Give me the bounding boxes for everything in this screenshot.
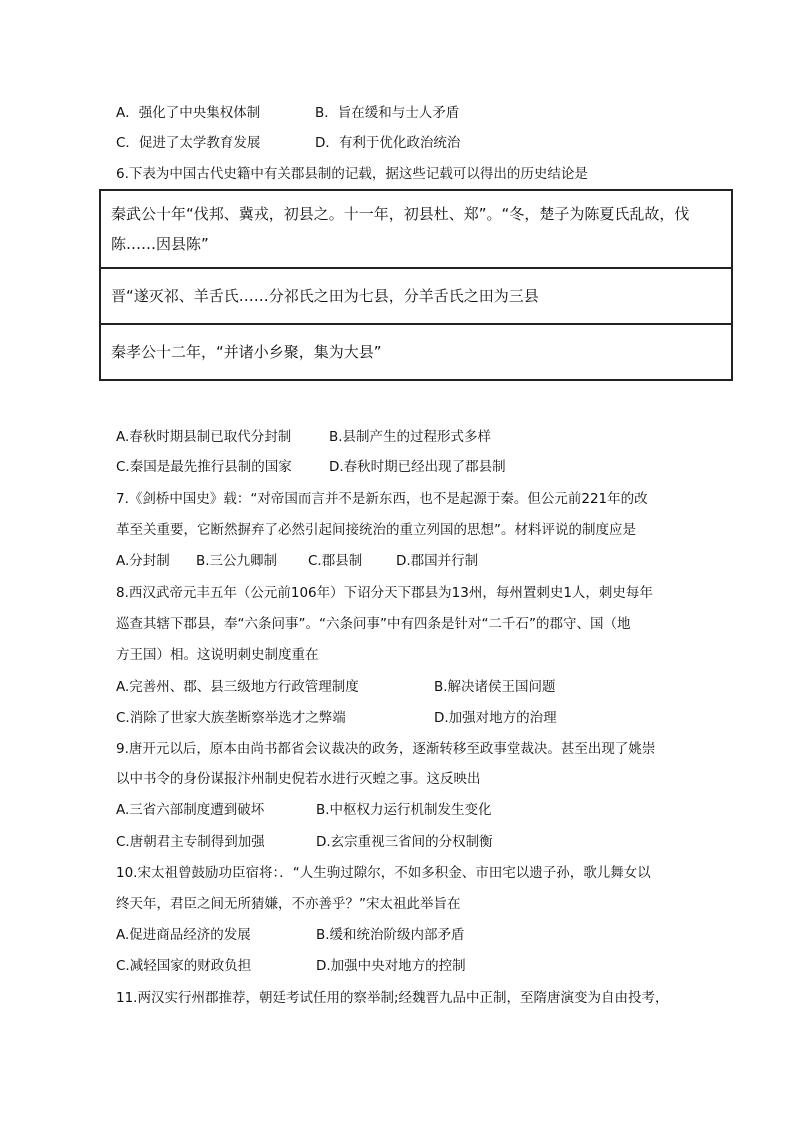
q5-option-d: D．有利于优化政治统治 bbox=[315, 135, 461, 151]
q9-stem-line2: 以中书令的身份谋报汴州制史倪若水进行灭蝗之事。这反映出 bbox=[116, 771, 481, 787]
q7-option-a: A.分封制 bbox=[116, 553, 170, 569]
q9-option-d: D.玄宗重视三省间的分权制衡 bbox=[316, 834, 493, 850]
q8-stem-line1: 8.西汉武帝元丰五年（公元前106年）下诏分天下郡县为13州，每州置刺史1人，刺史每年 bbox=[116, 585, 653, 601]
table-cell: 秦武公十年“伐邦、冀戎，初县之。十一年，初县杜、郑”。“冬，楚子为陈夏氏乱故，伐陈……因县陈” bbox=[100, 190, 732, 268]
q9-option-c: C.唐朝君主专制得到加强 bbox=[116, 834, 265, 850]
q5-option-c: C．促进了太学教育发展 bbox=[116, 135, 261, 151]
q10-option-b: B.缓和统治阶级内部矛盾 bbox=[316, 927, 465, 943]
table-row bbox=[100, 268, 732, 324]
q10-stem-line1: 10.宋太祖曾鼓励功臣宿将：．“人生驹过隙尔，不如多积金、市田宅以遗子孙，歌儿舞女以 bbox=[116, 865, 651, 881]
q9-stem-line1: 9.唐开元以后，原本由尚书都省会议裁决的政务，逐渐转移至政事堂裁决。甚至出现了姚崇 bbox=[116, 741, 656, 757]
q9-option-a: A.三省六部制度遭到破坏 bbox=[116, 802, 265, 818]
q9-option-b: B.中枢权力运行机制发生变化 bbox=[316, 802, 492, 818]
q8-stem-line3: 方王国）相。这说明刺史制度重在 bbox=[116, 647, 319, 663]
q5-option-a: A．强化了中央集权体制 bbox=[116, 105, 261, 121]
q6-option-a: A.春秋时期县制已取代分封制 bbox=[116, 429, 292, 445]
q10-option-d: D.加强中央对地方的控制 bbox=[316, 958, 466, 974]
q7-option-d: D.郡国并行制 bbox=[396, 553, 479, 569]
q10-stem-line2: 终天年，君臣之间无所猜嫌，不亦善乎？”宋太祖此举旨在 bbox=[116, 896, 461, 912]
q6-option-d: D.春秋时期已经出现了郡县制 bbox=[329, 459, 506, 475]
q8-option-c: C.消除了世家大族垄断察举选才之弊端 bbox=[116, 710, 346, 726]
q7-option-b: B.三公九卿制 bbox=[196, 553, 278, 569]
table-row bbox=[100, 190, 732, 268]
q8-option-b: B.解决诸侯王国问题 bbox=[434, 679, 556, 695]
q8-option-a: A.完善州、郡、县三级地方行政管理制度 bbox=[116, 679, 359, 695]
q7-option-c: C.郡县制 bbox=[308, 553, 363, 569]
q5-option-b: B．旨在缓和与士人矛盾 bbox=[315, 105, 460, 121]
table-cell: 秦孝公十二年，“并诸小乡聚，集为大县” bbox=[100, 324, 732, 380]
q10-option-a: A.促进商品经济的发展 bbox=[116, 927, 251, 943]
table-row bbox=[100, 324, 732, 380]
table-cell: 晋“遂灭祁、羊舌氏……分祁氏之田为七县，分羊舌氏之田为三县 bbox=[100, 268, 732, 324]
q7-stem-line2: 革至关重要，它断然摒弃了必然引起间接统治的重立列国的思想”。材料评说的制度应是 bbox=[116, 522, 636, 538]
q8-option-d: D.加强对地方的治理 bbox=[434, 710, 557, 726]
q6-source-table bbox=[99, 189, 733, 381]
q6-option-b: B.县制产生的过程形式多样 bbox=[329, 429, 492, 445]
q8-stem-line2: 巡查其辖下郡县，奉“六条问事”。“六条问事”中有四条是针对“二千石”的郡守、国（地 bbox=[116, 616, 631, 632]
q6-stem: 6.下表为中国古代史籍中有关郡县制的记载，据这些记载可以得出的历史结论是 bbox=[116, 166, 588, 182]
q10-option-c: C.减轻国家的财政负担 bbox=[116, 958, 252, 974]
q6-option-c: C.秦国是最先推行县制的国家 bbox=[116, 459, 292, 475]
q7-stem-line1: 7.《剑桥中国史》载：“对帝国而言并不是新东西，也不是起源于秦。但公元前221年的改 bbox=[116, 491, 648, 507]
q11-stem-line1: 11.两汉实行州郡推荐，朝廷考试任用的察举制;经魏晋九品中正制，至隋唐演变为自由投考， bbox=[116, 990, 669, 1006]
